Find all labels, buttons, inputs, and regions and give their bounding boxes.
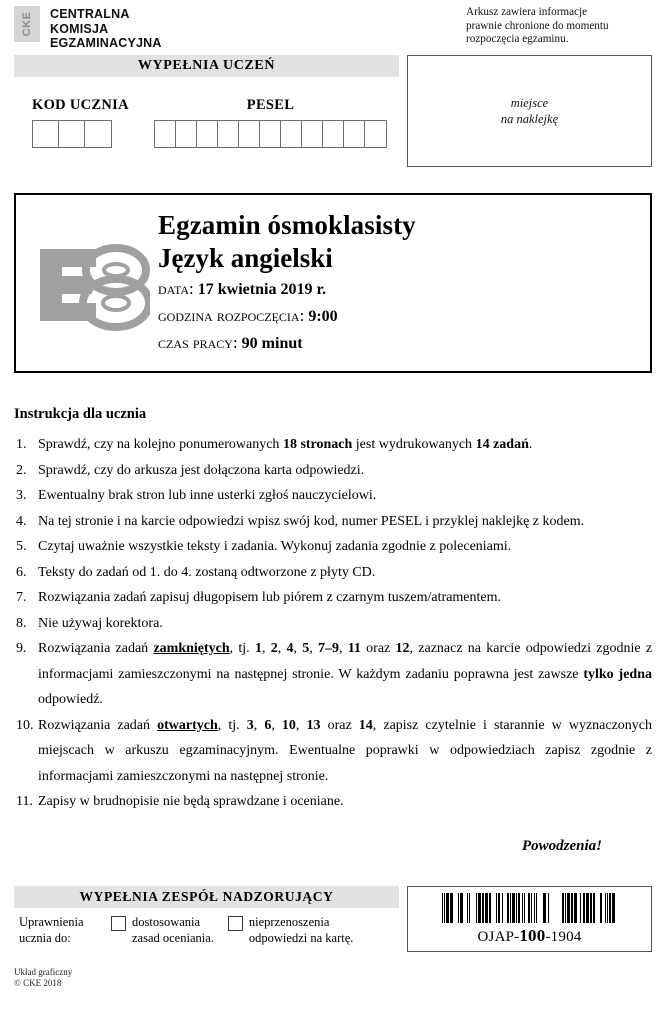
exam-date-value: 17 kwietnia 2019 r. [197,281,327,298]
pesel-cell[interactable] [281,121,302,147]
instruction-text: Rozwiązania zadań zamkniętych, tj. 1, 2, 4, 5, 7–9, 11 oraz 12, zaznacz na karcie odpowiedzi zgodnie z informacjami zamieszczonymi na następnej stronie. W każdym zadaniu poprawna jest zawsze tylko jedna odpowiedź. [38,641,653,707]
permission-option-no-transfer[interactable] [228,915,353,946]
student-code-cell[interactable] [85,121,111,147]
instruction-item [14,483,652,509]
instruction-number: 1. [16,437,27,452]
instructions-heading: Instrukcja dla ucznia [14,406,147,422]
cke-logo-letters: CKE [21,11,33,37]
instruction-text: Rozwiązania zadań otwartych, tj. 3, 6, 10, 13 oraz 14, zapisz czytelnie i starannie w wyznaczonych miejscach w arkuszu egzaminacyjnym. Ewentualne poprawki w odpowiedziach zapisz zgodnie z informacjami zamieszczonymi na następnej stronie. [38,717,653,784]
instruction-number: 11. [16,794,33,809]
institution-line-2: KOMISJA [50,21,109,36]
instruction-text: Teksty do zadań od 1. do 4. zostaną odtworzone z płyty CD. [38,564,376,580]
student-code-input[interactable] [32,120,112,148]
institution-line-3: EGZAMINACYJNA [50,36,162,50]
good-luck-text: Powodzenia! [521,838,602,854]
permission-option-adapted-grading-text [132,915,214,946]
barcode-box [407,886,652,952]
instruction-number: 9. [16,641,27,656]
instruction-number: 2. [16,462,27,478]
instruction-item [14,560,652,586]
exam-title-box [14,193,652,373]
instruction-text: Rozwiązania zadań zapisuj długopisem lub piórem z czarnym tuszem/atramentem. [38,590,501,605]
barcode-prefix: OJAP- [477,928,520,945]
permissions-row [14,915,399,946]
instruction-item [14,611,652,637]
permissions-label [19,915,111,946]
cke-logo-icon [14,6,40,42]
exam-date-line [158,277,640,302]
exam-start-time-value: 9:00 [308,308,338,325]
barcode-suffix: -1904 [545,928,582,945]
instruction-item [14,636,652,713]
institution-line-1: CENTRALNA [50,7,130,21]
protection-notice-line-1: Arkusz zawiera informacje [466,6,588,18]
page-footer [14,967,72,989]
student-panel-title: WYPEŁNIA UCZEŃ [14,55,399,77]
instruction-item [14,585,652,611]
student-fill-panel [14,55,399,167]
instruction-text: Czytaj uważnie wszystkie teksty i zadania. Wykonuj zadania zgodnie z poleceniami. [38,539,512,554]
exam-date-label: data: [158,279,194,298]
instructions-list [14,432,652,815]
supervisor-fill-panel [14,886,399,952]
barcode-icon [441,893,619,923]
pesel-cell[interactable] [260,121,281,147]
footer-line-1: Układ graficzny [14,967,73,977]
pesel-label: PESEL [246,97,295,113]
instruction-number: 3. [16,488,27,503]
no-transfer-line-2: odpowiedzi na kartę. [248,930,354,945]
exam-start-time-label: godzina rozpoczęcia: [158,306,305,325]
instruction-item [14,713,652,790]
instruction-text: Zapisy w brudnopisie nie będą sprawdzane i oceniane. [38,794,344,809]
exam-duration-line [158,331,640,356]
pesel-cell[interactable] [365,121,386,147]
adapted-grading-line-1: dostosowania [132,915,201,929]
student-code-group [32,97,129,148]
instruction-number: 4. [16,513,27,529]
instruction-number: 6. [16,564,27,580]
pesel-cell[interactable] [155,121,176,147]
instruction-text: Na tej stronie i na karcie odpowiedzi wpisz swój kod, numer PESEL i przyklej naklejkę z kodem. [38,513,585,529]
cke-branding [14,6,162,51]
instruction-text: Sprawdź, czy na kolejno ponumerowanych 18 stronach jest wydrukowanych 14 zadań. [38,437,533,452]
sticker-line-1: miejsce [510,96,549,110]
pesel-cell[interactable] [176,121,197,147]
pesel-cell[interactable] [239,121,260,147]
student-fields-row [14,97,399,165]
pesel-cell[interactable] [323,121,344,147]
exam-title-text-column [158,209,640,356]
checkbox-no-transfer[interactable] [228,916,243,931]
permissions-label-line-2: ucznia do: [19,930,71,945]
barcode-middle: 100 [519,925,546,945]
page-header [0,0,664,52]
checkbox-adapted-grading[interactable] [111,916,126,931]
adapted-grading-line-2: zasad oceniania. [132,930,214,945]
instruction-item [14,458,652,484]
permissions-label-line-1: Uprawnienia [19,915,84,929]
permission-option-no-transfer-text [249,915,353,946]
instruction-item [14,789,652,815]
instruction-text: Nie używaj korektora. [38,615,163,631]
pesel-cell[interactable] [218,121,239,147]
instruction-text: Ewentualny brak stron lub inne usterki zgłoś nauczycielowi. [38,488,377,503]
pesel-input[interactable] [154,120,387,148]
permission-option-adapted-grading[interactable] [111,915,214,946]
protection-notice [466,6,652,47]
pesel-cell[interactable] [344,121,365,147]
student-code-cell[interactable] [59,121,85,147]
no-transfer-line-1: nieprzenoszenia [248,915,330,929]
supervisor-panel-title: WYPEŁNIA ZESPÓŁ NADZORUJĄCY [14,886,399,908]
exam-title: Egzamin ósmoklasisty [158,210,416,240]
instruction-text: Sprawdź, czy do arkusza jest dołączona karta odpowiedzi. [38,462,365,478]
sticker-line-2: na naklejkę [500,112,559,126]
pesel-cell[interactable] [302,121,323,147]
protection-notice-line-3: rozpoczęcia egzaminu. [466,33,569,46]
footer-line-2: © CKE 2018 [14,978,62,988]
instruction-item [14,534,652,560]
barcode-label [478,926,582,946]
instruction-number: 5. [16,539,27,554]
exam-duration-value: 90 minut [241,335,303,352]
student-code-label: KOD UCZNIA [32,97,129,113]
instruction-number: 10. [16,717,34,733]
instruction-item [14,509,652,535]
instruction-item [14,432,652,458]
exam-duration-label: czas pracy: [158,333,238,352]
pesel-cell[interactable] [197,121,218,147]
sticker-placeholder-text [501,95,558,127]
instruction-number: 8. [16,615,27,631]
protection-notice-line-2: prawnie chronione do momentu [466,19,609,32]
e8-logo-icon [38,239,150,331]
exam-subject: Język angielski [158,243,333,273]
institution-name [50,6,162,51]
instruction-number: 7. [16,590,27,605]
student-code-cell[interactable] [33,121,59,147]
sticker-placeholder-box [407,55,652,167]
exam-start-time-line [158,304,640,329]
pesel-group [154,97,387,148]
